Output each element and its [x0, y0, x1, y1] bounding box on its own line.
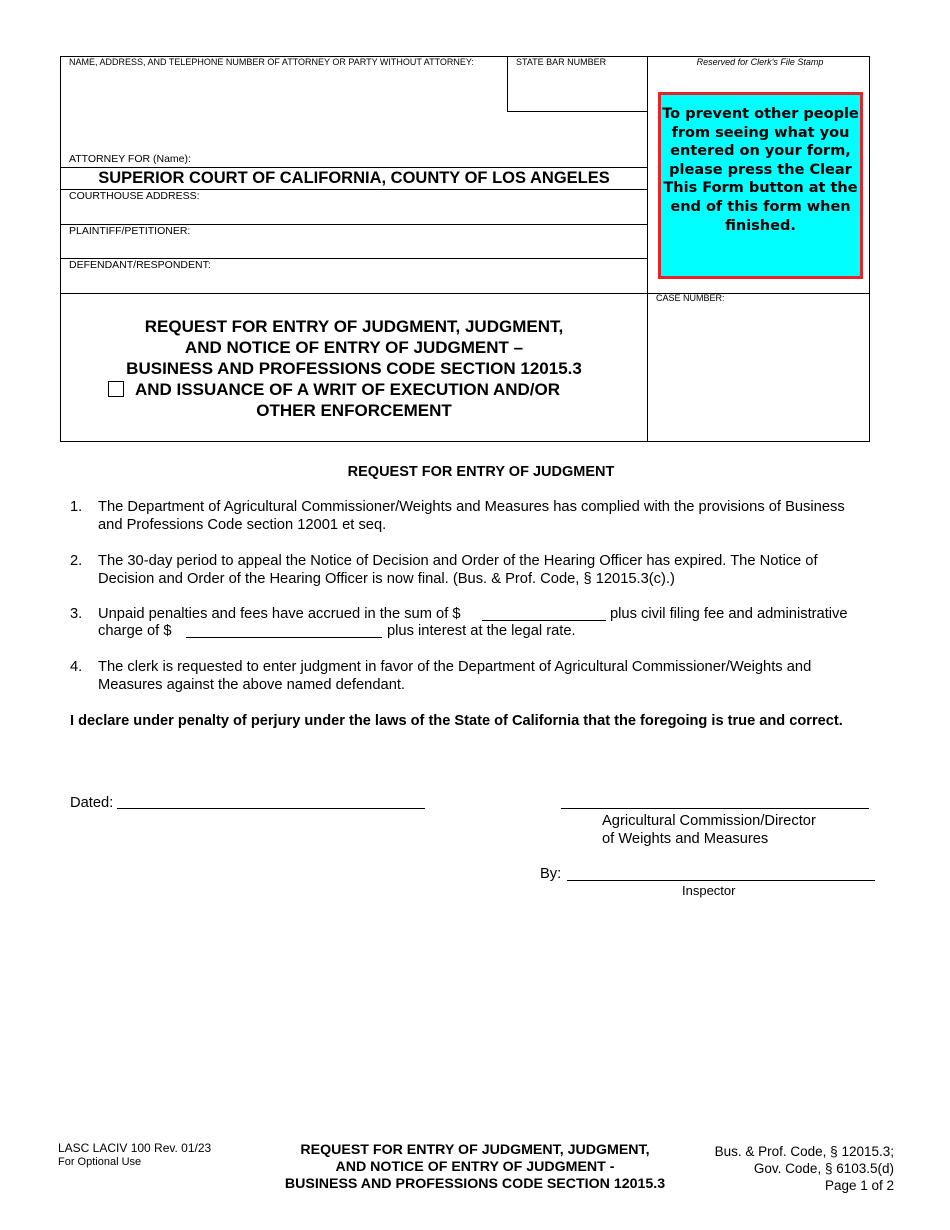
defendant-field[interactable] — [68, 272, 643, 290]
item-2-line-1: The 30-day period to appeal the Notice of Decision and Order of the Hearing Officer has expired. The Notice of — [98, 553, 818, 569]
attorney-for-field[interactable] — [185, 152, 500, 166]
row-divider-5 — [60, 293, 870, 294]
item-1-line-1: The Department of Agricultural Commissioner/Weights and Measures has complied with the provisions of Business — [98, 499, 845, 515]
agency-title-line-2: of Weights and Measures — [602, 831, 769, 847]
state-bar-number-field[interactable] — [512, 72, 642, 106]
item-number-4: 4. — [70, 659, 83, 675]
perjury-declaration: I declare under penalty of perjury under the laws of the State of California that the foregoing is true and correct. — [70, 713, 843, 729]
page-number: Page 1 of 2 — [824, 1178, 894, 1193]
form-title-line-3: BUSINESS AND PROFESSIONS CODE SECTION 12015.3 — [126, 359, 582, 378]
item-number-1: 1. — [70, 499, 83, 515]
administrative-charge-field[interactable] — [186, 621, 382, 638]
item-3-line-1a: Unpaid penalties and fees have accrued in the sum of $ — [98, 606, 461, 622]
attorney-info-field[interactable] — [68, 70, 500, 154]
bar-number-divider — [507, 56, 508, 112]
form-title-line-1: REQUEST FOR ENTRY OF JUDGMENT, JUDGMENT, — [144, 317, 564, 336]
dated-label: Dated: — [70, 795, 114, 811]
item-2-line-2: Decision and Order of the Hearing Officer is now final. (Bus. & Prof. Code, § 12015.3(c).) — [98, 571, 675, 587]
footer-title-line-2: AND NOTICE OF ENTRY OF JUDGMENT - — [335, 1159, 615, 1175]
header-divider-vertical — [647, 56, 648, 442]
statute-citation-2: Gov. Code, § 6103.5(d) — [753, 1161, 894, 1176]
section-heading: REQUEST FOR ENTRY OF JUDGMENT — [347, 464, 615, 480]
inspector-label: Inspector — [682, 883, 736, 898]
footer-title-line-1: REQUEST FOR ENTRY OF JUDGMENT, JUDGMENT, — [300, 1142, 650, 1158]
form-title-line-4: AND ISSUANCE OF A WRIT OF EXECUTION AND/OR — [135, 380, 560, 399]
item-1-line-2: and Professions Code section 12001 et seq. — [98, 517, 387, 533]
by-label: By: — [540, 866, 562, 882]
inspector-signature-field[interactable] — [567, 864, 875, 881]
clerk-stamp-caption: Reserved for Clerk's File Stamp — [696, 57, 824, 67]
commissioner-signature-line — [561, 808, 869, 809]
dated-field[interactable] — [117, 792, 425, 809]
attorney-caption: NAME, ADDRESS, AND TELEPHONE NUMBER OF ATTORNEY OR PARTY WITHOUT ATTORNEY: — [69, 57, 474, 67]
plaintiff-label: PLAINTIFF/PETITIONER: — [69, 225, 191, 237]
item-number-3: 3. — [70, 606, 83, 622]
item-4-line-2: Measures against the above named defendant. — [98, 677, 406, 693]
state-bar-caption: STATE BAR NUMBER — [516, 57, 607, 67]
form-title-line-5: OTHER ENFORCEMENT — [256, 401, 452, 420]
agency-title-line-1: Agricultural Commission/Director — [602, 813, 816, 829]
statute-citation-1: Bus. & Prof. Code, § 12015.3; — [714, 1144, 894, 1159]
footer-title-line-3: BUSINESS AND PROFESSIONS CODE SECTION 12015.3 — [284, 1176, 666, 1192]
case-number-field[interactable] — [655, 310, 865, 332]
item-3-line-2b: plus interest at the legal rate. — [387, 623, 576, 639]
item-number-2: 2. — [70, 553, 83, 569]
item-3-line-2a: charge of $ — [98, 623, 172, 639]
courthouse-address-field[interactable] — [68, 203, 643, 221]
plaintiff-field[interactable] — [68, 238, 643, 256]
case-number-label: CASE NUMBER: — [656, 293, 725, 303]
writ-of-execution-checkbox[interactable] — [108, 381, 124, 397]
attorney-for-label: ATTORNEY FOR (Name): — [69, 153, 191, 165]
penalties-amount-field[interactable] — [482, 604, 606, 621]
courthouse-address-label: COURTHOUSE ADDRESS: — [69, 190, 200, 202]
item-4-line-1: The clerk is requested to enter judgment in favor of the Department of Agricultural Commissioner/Weights and — [98, 659, 812, 675]
form-title-line-2: AND NOTICE OF ENTRY OF JUDGMENT – — [184, 338, 524, 357]
defendant-label: DEFENDANT/RESPONDENT: — [69, 259, 211, 271]
item-3-line-1b: plus civil filing fee and administrative — [610, 606, 848, 622]
optional-use-note: For Optional Use — [58, 1156, 142, 1168]
court-name: SUPERIOR COURT OF CALIFORNIA, COUNTY OF LOS ANGELES — [98, 169, 610, 187]
form-id: LASC LACIV 100 Rev. 01/23 — [58, 1141, 212, 1155]
bar-number-bottom-line — [507, 111, 648, 112]
clear-form-notice: To prevent other people from seeing what you entered on your form, please press the Clear This Form button at the end of this form when finished. — [658, 92, 863, 279]
